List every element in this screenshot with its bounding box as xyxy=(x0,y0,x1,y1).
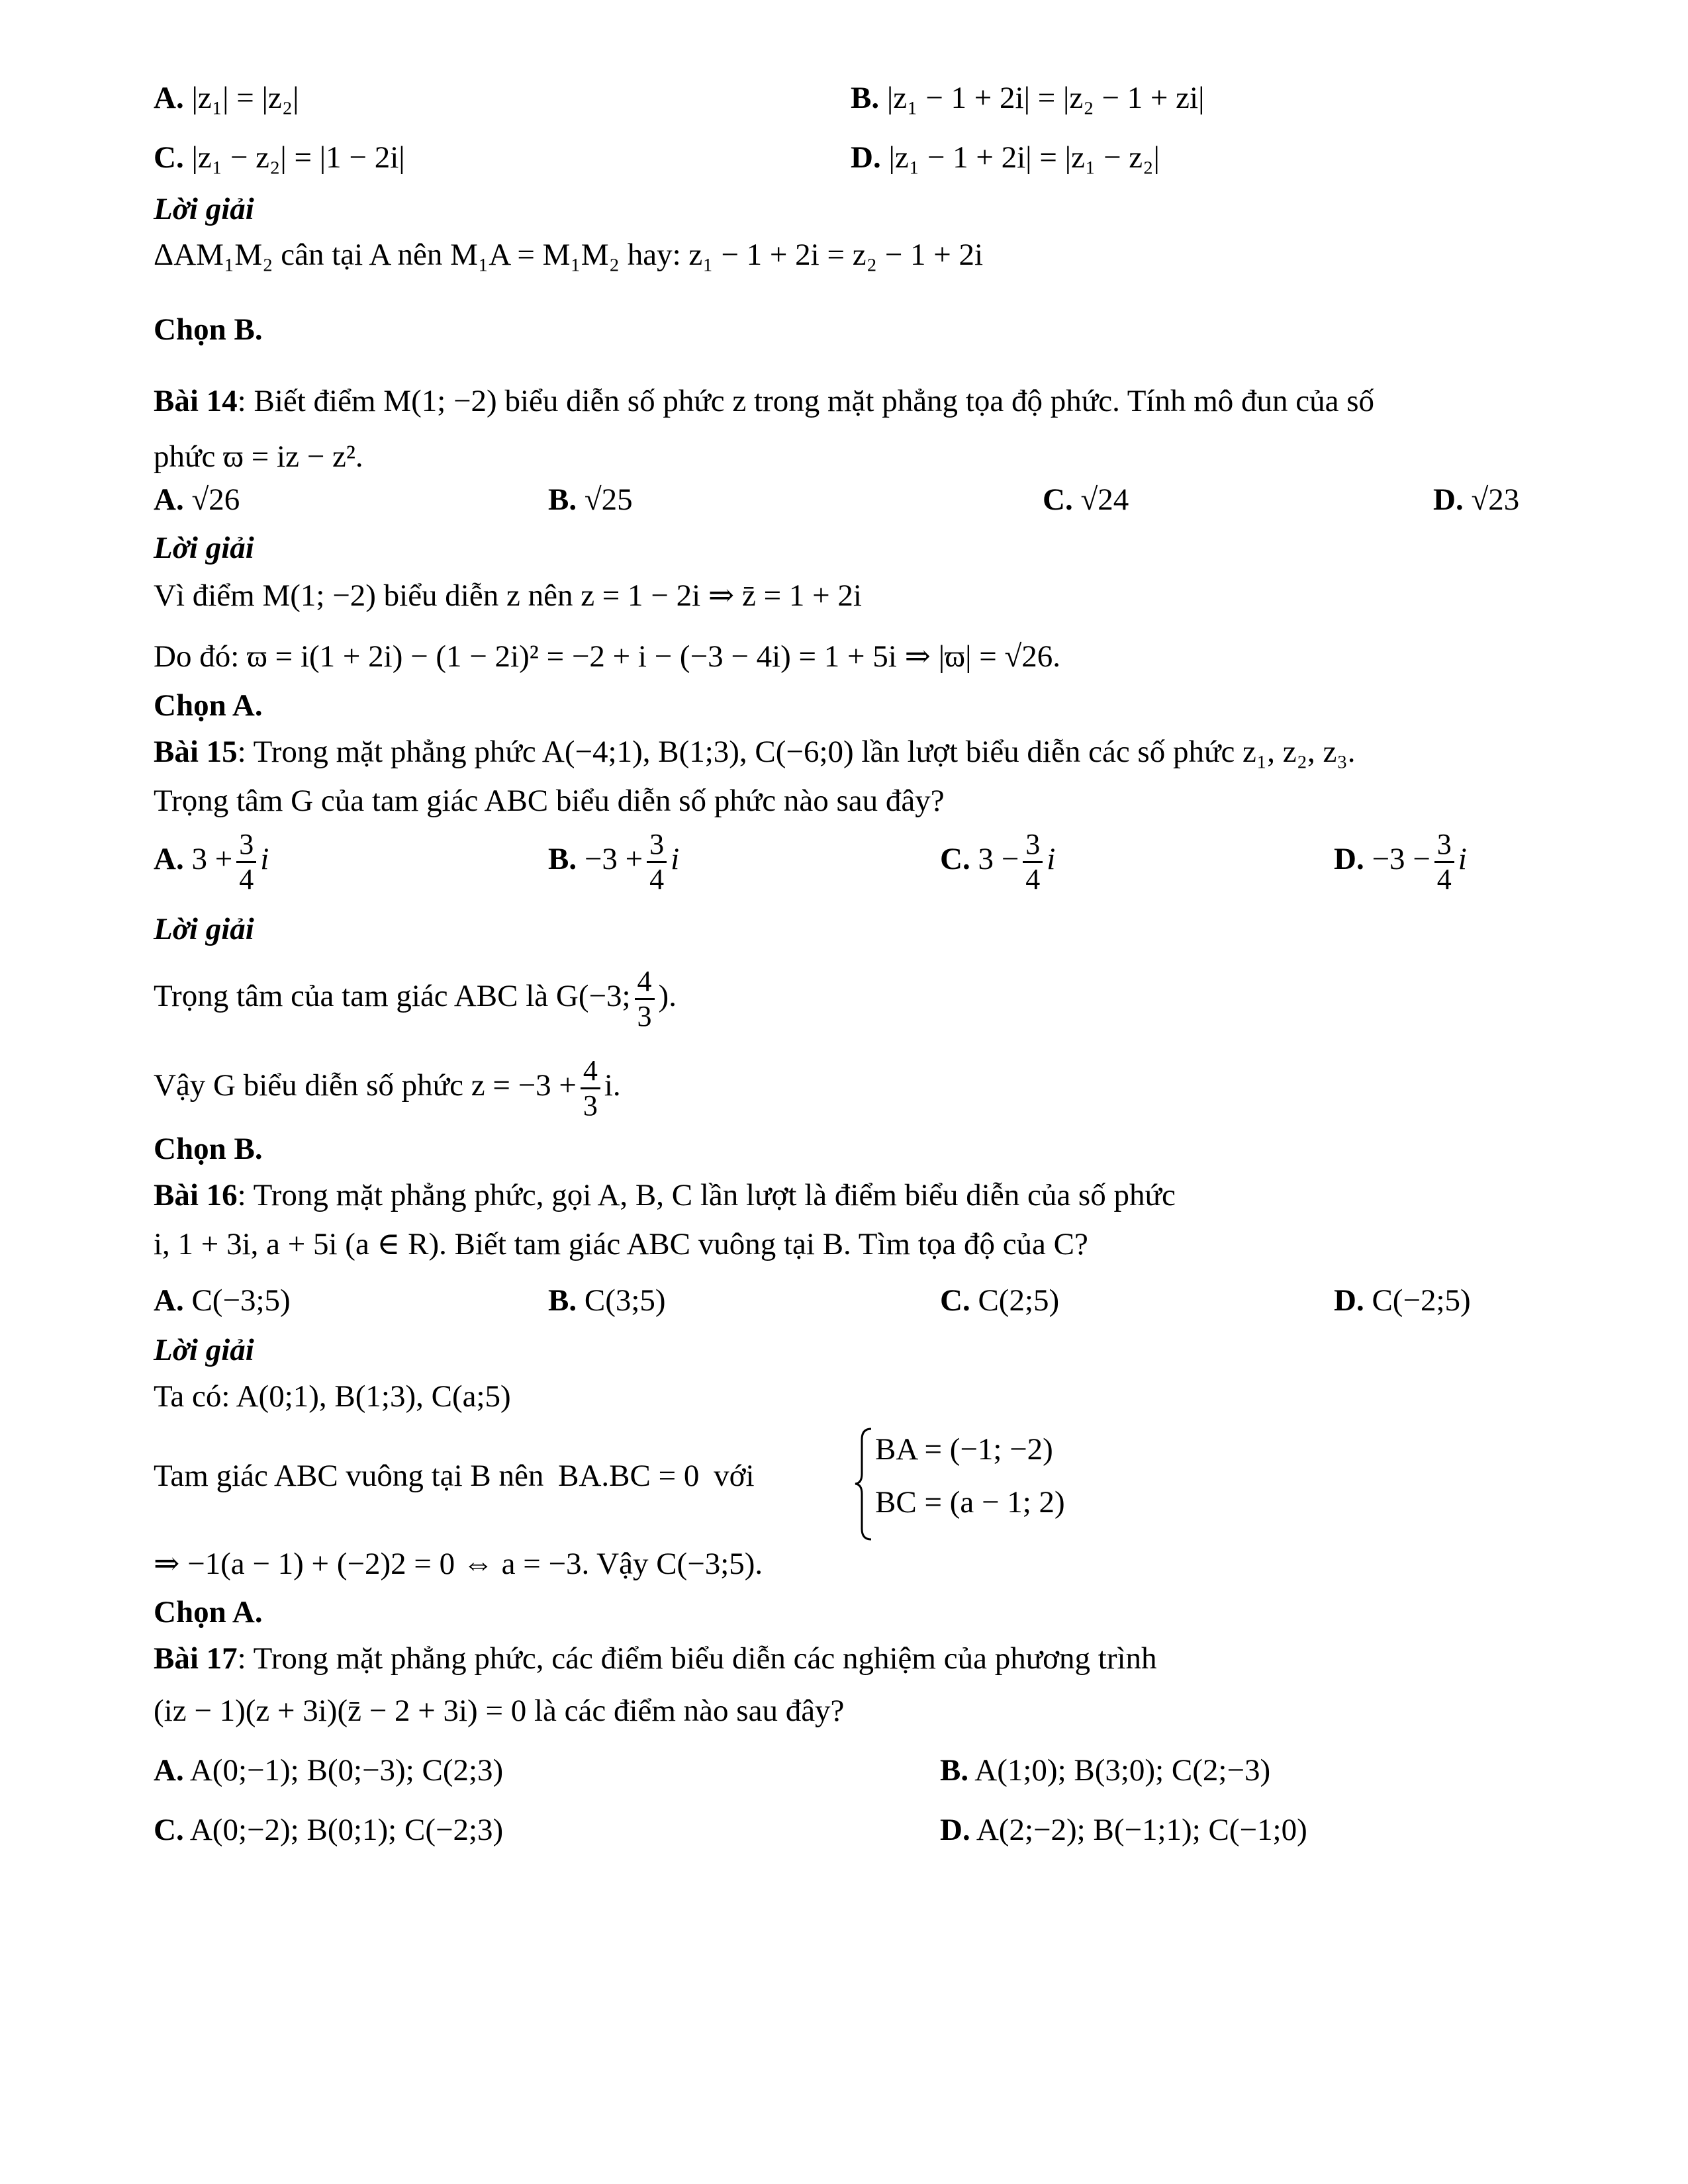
q17-option-a xyxy=(154,1751,503,1790)
q16-question-line-2: i, 1 + 3i, a + 5i (a ∈ R). Biết tam giác ABC vuông tại B. Tìm tọa độ của C? xyxy=(154,1227,1088,1261)
fraction-numerator: 3 xyxy=(236,828,256,863)
q13-option-d xyxy=(851,138,1160,177)
q17-option-b xyxy=(940,1751,1270,1790)
option-text: A(0;−2); B(0;1); C(−2;3) xyxy=(183,1813,504,1847)
option-letter: D. xyxy=(1433,482,1464,517)
option-text: C(−3;5) xyxy=(183,1283,291,1318)
q15-option-c xyxy=(940,826,1055,896)
fraction-numerator: 3 xyxy=(1434,828,1454,863)
q14-label: Bài 14 xyxy=(154,384,238,418)
q14-solution-line-1: Vì điểm M(1; −2) biểu diễn z nên z = 1 − 2i ⇒ z̄ = 1 + 2i xyxy=(154,578,862,613)
option-letter: C. xyxy=(154,140,184,175)
q16-system-line-2: BC = (a − 1; 2) xyxy=(875,1485,1065,1520)
q17-question-line-2: (iz − 1)(z + 3i)(z̄ − 2 + 3i) = 0 là các điểm nào sau đây? xyxy=(154,1694,845,1728)
q16-option-a xyxy=(154,1281,291,1320)
q15-option-a-fraction xyxy=(236,828,256,896)
option-text: C(−2;5) xyxy=(1364,1283,1471,1318)
q15-solution-line-2 xyxy=(154,1052,621,1122)
option-text: A(0;−1); B(0;−3); C(2;3) xyxy=(183,1753,504,1788)
q16-sol2-with: với xyxy=(714,1459,755,1493)
imaginary-unit: i xyxy=(260,842,269,876)
q15-option-d-letter: D. xyxy=(1334,842,1364,876)
q16-option-b xyxy=(548,1281,666,1320)
fraction-numerator: 3 xyxy=(1023,828,1043,863)
q15-option-d-fraction xyxy=(1434,828,1454,896)
q14-option-b xyxy=(548,480,633,520)
option-letter: C. xyxy=(1043,482,1073,517)
q14-question-line-2: phức ϖ = iz − z². xyxy=(154,439,363,474)
imaginary-unit: i xyxy=(1458,842,1467,876)
q15-sol1-post: ). xyxy=(658,979,677,1013)
fraction-denominator: 3 xyxy=(583,1089,598,1122)
option-letter: C. xyxy=(154,1813,184,1847)
q16-sol2-pre: Tam giác ABC vuông tại B nên xyxy=(154,1459,544,1493)
q15-sol2-pre: Vậy G biểu diễn số phức z = −3 + xyxy=(154,1068,577,1103)
q16-solution-line-3: ⇒ −1(a − 1) + (−2)2 = 0 ⇔ a = −3. Vậy C(−3;5). xyxy=(154,1547,763,1581)
q15-option-c-pre: 3 − xyxy=(978,842,1019,876)
option-text: √23 xyxy=(1463,482,1520,517)
q15-answer: Chọn B. xyxy=(154,1132,263,1166)
q17-label: Bài 17 xyxy=(154,1641,238,1676)
q16-label: Bài 16 xyxy=(154,1178,238,1212)
q15-sol1-pre: Trọng tâm của tam giác ABC là G(−3; xyxy=(154,979,631,1013)
q16-solution-line-1: Ta có: A(0;1), B(1;3), C(a;5) xyxy=(154,1379,511,1414)
q14-option-d xyxy=(1433,480,1519,520)
option-text: |z₁| = |z₂| xyxy=(183,81,299,115)
q15-solution-heading: Lời giải xyxy=(154,912,254,946)
option-text: |z₁ − z₂| = |1 − 2i| xyxy=(183,140,405,175)
fraction-denominator: 4 xyxy=(1025,862,1041,895)
option-letter: B. xyxy=(548,482,577,517)
q16-system-line-1: BA = (−1; −2) xyxy=(875,1432,1053,1467)
system-brace-icon xyxy=(854,1426,874,1542)
fraction-denominator: 4 xyxy=(1436,862,1452,895)
imaginary-unit: i xyxy=(1047,842,1056,876)
option-text: |z₁ − 1 + 2i| = |z₂ − 1 + zi| xyxy=(879,81,1205,115)
option-letter: D. xyxy=(1334,1283,1364,1318)
option-text: C(2;5) xyxy=(970,1283,1060,1318)
q16-question-line-1 xyxy=(154,1175,1176,1215)
option-letter: B. xyxy=(548,1283,577,1318)
q14-solution-heading: Lời giải xyxy=(154,531,254,565)
option-text: C(3;5) xyxy=(577,1283,666,1318)
q15-option-b-fraction xyxy=(647,828,667,896)
q15-sol1-fraction xyxy=(635,965,655,1033)
q15-option-a xyxy=(154,826,269,896)
q13-solution-heading: Lời giải xyxy=(154,192,254,226)
q13-option-c xyxy=(154,138,405,177)
imaginary-unit: i xyxy=(671,842,680,876)
option-text: √26 xyxy=(183,482,240,517)
q16-sol2-vector-product: BA.BC = 0 xyxy=(558,1459,700,1493)
q17-option-d xyxy=(940,1810,1307,1850)
q14-text-1: : Biết điểm M(1; −2) biểu diễn số phức z trong mặt phẳng tọa độ phức. Tính mô đun của số xyxy=(237,384,1375,418)
q16-text-1: : Trong mặt phẳng phức, gọi A, B, C lần lượt là điểm biểu diễn của số phức xyxy=(237,1178,1176,1212)
q15-solution-line-1 xyxy=(154,963,677,1033)
q15-label: Bài 15 xyxy=(154,735,238,769)
q15-option-b-letter: B. xyxy=(548,842,577,876)
q14-question-line-1 xyxy=(154,381,1374,421)
q16-solution-line-2 xyxy=(154,1456,755,1496)
q15-question-line-2: Trọng tâm G của tam giác ABC biểu diễn số phức nào sau đây? xyxy=(154,784,945,818)
q16-solution-heading: Lời giải xyxy=(154,1333,254,1367)
q16-option-c xyxy=(940,1281,1059,1320)
q13-option-a xyxy=(154,78,299,118)
q15-option-d-pre: −3 − xyxy=(1372,842,1430,876)
q17-text-1: : Trong mặt phẳng phức, các điểm biểu diễn các nghiệm của phương trình xyxy=(237,1641,1157,1676)
q17-question-line-1 xyxy=(154,1639,1157,1678)
q14-option-a xyxy=(154,480,240,520)
option-letter: A. xyxy=(154,1753,184,1788)
q15-option-b-pre: −3 + xyxy=(584,842,643,876)
option-text: A(1;0); B(3;0); C(2;−3) xyxy=(968,1753,1271,1788)
option-text: |z₁ − 1 + 2i| = |z₁ − z₂| xyxy=(880,140,1160,175)
fraction-denominator: 3 xyxy=(637,999,652,1032)
q15-option-b xyxy=(548,826,679,896)
q17-option-c xyxy=(154,1810,503,1850)
option-letter: D. xyxy=(851,140,881,175)
q14-option-c xyxy=(1043,480,1129,520)
option-text: √24 xyxy=(1072,482,1129,517)
option-text: A(2;−2); B(−1;1); C(−1;0) xyxy=(970,1813,1307,1847)
q14-solution-line-2: Do đó: ϖ = i(1 + 2i) − (1 − 2i)² = −2 + i − (−3 − 4i) = 1 + 5i ⇒ |ϖ| = √26. xyxy=(154,639,1061,674)
q15-question-line-1 xyxy=(154,732,1356,772)
q15-sol2-post: i. xyxy=(604,1068,621,1103)
q15-option-c-fraction xyxy=(1023,828,1043,896)
q16-answer: Chọn A. xyxy=(154,1595,263,1629)
fraction-denominator: 4 xyxy=(239,862,254,895)
option-letter: A. xyxy=(154,482,184,517)
q15-text-1: : Trong mặt phẳng phức A(−4;1), B(1;3), C(−6;0) lần lượt biểu diễn các số phức z₁, z₂, z₃. xyxy=(237,735,1356,769)
q13-option-b xyxy=(851,78,1205,118)
option-letter: B. xyxy=(940,1753,969,1788)
q15-option-a-pre: 3 + xyxy=(191,842,233,876)
q13-answer: Chọn B. xyxy=(154,312,263,347)
q15-option-c-letter: C. xyxy=(940,842,970,876)
q15-option-a-letter: A. xyxy=(154,842,184,876)
option-letter: A. xyxy=(154,81,184,115)
option-letter: C. xyxy=(940,1283,970,1318)
q15-option-d xyxy=(1334,826,1467,896)
fraction-denominator: 4 xyxy=(649,862,665,895)
q13-solution-line: ΔAM₁M₂ cân tại A nên M₁A = M₁M₂ hay: z₁ − 1 + 2i = z₂ − 1 + 2i xyxy=(154,238,984,272)
option-text: √25 xyxy=(577,482,633,517)
option-letter: D. xyxy=(940,1813,970,1847)
option-letter: A. xyxy=(154,1283,184,1318)
option-letter: B. xyxy=(851,81,880,115)
q15-sol2-fraction xyxy=(581,1054,600,1122)
fraction-numerator: 4 xyxy=(635,965,655,1000)
fraction-numerator: 4 xyxy=(581,1054,600,1089)
q16-option-d xyxy=(1334,1281,1471,1320)
fraction-numerator: 3 xyxy=(647,828,667,863)
q14-answer: Chọn A. xyxy=(154,688,263,723)
